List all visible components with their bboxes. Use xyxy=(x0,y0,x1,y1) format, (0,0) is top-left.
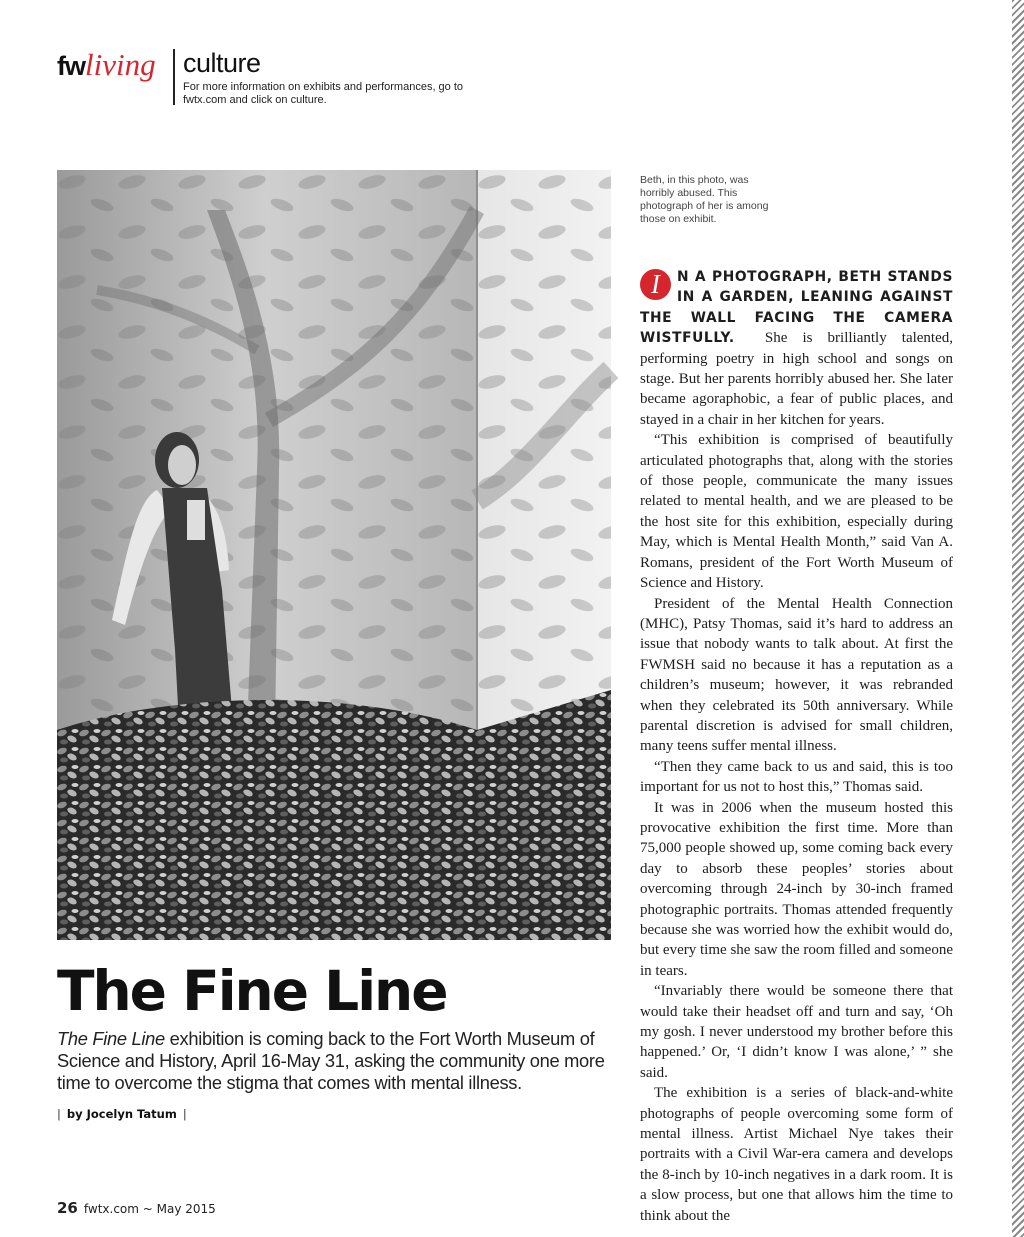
logo-living: living xyxy=(85,47,156,82)
folio-text: fwtx.com ~ May 2015 xyxy=(83,1202,216,1216)
article-body xyxy=(640,267,953,1224)
logo-fw: fw xyxy=(57,51,85,81)
page-edge-stripe xyxy=(1012,0,1024,1237)
photo-caption: Beth, in this photo, was horribly abused. This photograph of her is among those on exhibit. xyxy=(640,174,769,225)
fwliving-logo xyxy=(57,47,156,83)
drop-cap: I xyxy=(640,269,671,300)
body-paragraph: “Invariably there would be someone there that would take their headset off and turn and say, ‘Oh my gosh. I never understood my brother before this happened.’ Or, ‘I didn’t know I was alone,’ ” she said. xyxy=(640,983,953,1081)
photo-illustration xyxy=(57,170,611,940)
paragraph-text: She is brilliantly talented, performing poetry in high school and songs on stage. But her parents horribly abused her. She later became agoraphobic, a fear of public places, and stayed in a chair in her kitchen for years. xyxy=(640,330,953,428)
body-paragraph: “This exhibition is comprised of beautifully articulated photographs that, along with the stories of those people, communicate the many issues related to mental health, and we are pleased to be the host site for this exhibition, especially during May, which is Mental Health Month,” said Van A. Romans, president of the Fort Worth Museum of Science and History. xyxy=(640,432,953,592)
byline-author: by Jocelyn Tatum xyxy=(66,1107,177,1121)
dek-text: exhibition is coming back to the Fort Worth Museum of Science and History, April 16-May 31, asking the community one more time to overcome the stigma that comes with mental illness. xyxy=(57,1028,605,1093)
byline xyxy=(57,1107,193,1121)
lead-paragraph xyxy=(640,267,953,430)
byline-bar-right: | xyxy=(182,1107,187,1121)
body-paragraph: “Then they came back to us and said, this is too important for us not to host this,” Thomas said. xyxy=(640,758,953,796)
body-paragraph: President of the Mental Health Connection (MHC), Patsy Thomas, said it’s hard to address an issue that nobody wants to talk about. At first the FWMSH said no because it has a reputation as a children’s museum; however, it was rebranded when they celebrated its 50th anniversary. While parental discretion is advised for small children, many teens suffer mental illness. xyxy=(640,595,953,755)
page-folio xyxy=(57,1199,216,1217)
feature-photo xyxy=(57,170,611,940)
section-info: For more information on exhibits and performances, go to fwtx.com and click on culture. xyxy=(183,81,464,106)
body-paragraph: The exhibition is a series of black-and-white photographs of people overcoming some form of mental illness. Artist Michael Nye takes their portraits with a Civil War-era camera and develops the 8-inch by 10-inch negatives in a dark room. It is a slow process, but one that allows him the time to think about the xyxy=(640,1085,953,1224)
article-headline: The Fine Line xyxy=(57,959,447,1023)
body-paragraph: It was in 2006 when the museum hosted this provocative exhibition the first time. More than 75,000 people showed up, some coming back every day to absorb these peoples’ stories about overcoming through 24-inch by 30-inch framed photographic portraits. Thomas attended frequently because she was worried how the exhibit would do, but every time she saw the room filled and someone in tears. xyxy=(640,799,953,979)
header-divider xyxy=(173,49,175,105)
page-number: 26 xyxy=(57,1199,78,1217)
byline-bar-left: | xyxy=(57,1107,61,1121)
lead-in: N A PHOTOGRAPH, BETH STANDS IN A GARDEN, LEANING AGAINST THE WALL FACING THE CAMERA WISTFULLY. xyxy=(640,269,953,347)
dek-title: The Fine Line xyxy=(57,1028,165,1049)
article-dek xyxy=(57,1028,605,1094)
section-title: culture xyxy=(183,48,261,78)
